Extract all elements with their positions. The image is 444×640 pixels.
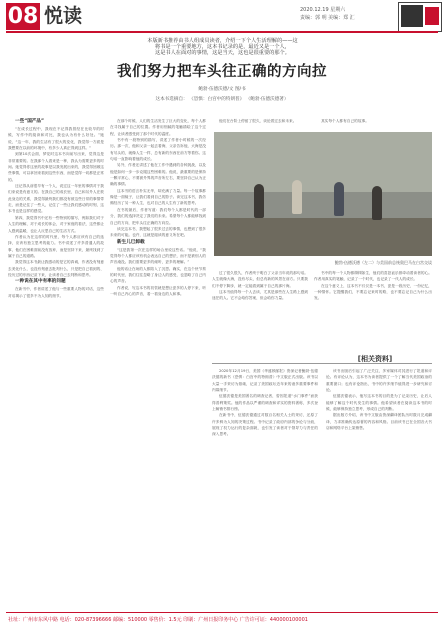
- related-paragraph: 伍德沃德表示，他写这本书的目的是为了记录历史，让后人能够了解这个时代发生的事情。他希望读者在阅读这本书的时候，能够保持独立思考，形成自己的判断。: [326, 394, 432, 412]
- article-source: 这本书选摘自： 《恐惧：白宫中的特朗普》 （鲍勃·伍德沃德著）: [155, 97, 289, 102]
- section-title: 悦读: [44, 5, 83, 27]
- paragraph: 过了很久很久，作者终于明白了父亲当年说的那句话。人生就像大海，没有尽头，但总有新的风景在前方。只要我们不停下脚步，就一定能看到属于自己的那片海。: [212, 271, 308, 288]
- footer-info: 社址：广州市东风中路 电话：020-87396666 邮编：510000 零售价：1.5元 印刷：广州日报印务中心 广告许可证：440000100001: [8, 617, 308, 623]
- paragraph: 他们在台阶上停留了很久，谈论着过去和未来。: [219, 119, 297, 123]
- paragraph: 其实每个人都有自己的故事。: [321, 119, 369, 123]
- newspaper-logo: [398, 2, 442, 32]
- header-divider: [6, 31, 438, 33]
- related-paragraph: 伍德沃德是美国著名的调查记者，曾因报道“水门事件”而获得普利策奖。他的作品以严谨的调查和详实的资料著称，多次登上畅销书排行榜。: [212, 394, 318, 412]
- body-column-3: [212, 118, 308, 130]
- article-photo: [214, 132, 432, 256]
- photo-background: [214, 132, 432, 192]
- related-paragraph: 2020年12月19日，美国《华盛顿邮报》资深记者鲍勃·伍德沃德的新书《恐惧：白宫中的特朗普》中文版正式出版。该书以大量一手采访为基础，记录了美国政坛近年来的诸多重要事件和内幕细节。: [212, 369, 318, 393]
- paragraph: 我觉得这本书最让我感动的是它的真诚，作者没有刻意去美化什么，也没有刻意去批判什么，只是把自己看到的、经历过的东西记录下来，让读者自己去判断和思考。: [8, 260, 104, 277]
- intro-line-3: 这是书人在面对的事情，这是当天，这也是很重要的那个。: [155, 50, 290, 56]
- article-title: 我们努力把车头往正确的方向拉: [117, 64, 327, 80]
- photo-caption: 鲍勃·伍德沃德（左二）与美国前总统奥巴马在白宫交谈: [334, 260, 432, 265]
- paragraph: 另外，作者还讲述了他在工作中遇到的各种挑战，以及他是如何一步一步克服这些困难的。他说，最重要的是保持一颗平常心，不要被外界的声音所左右，要坚持自己认为正确的事情。: [110, 163, 206, 187]
- paragraph: 他的话让在场的人都陷入了沉思。确实，在这个快节奏的时代里，我们往往忽略了身边人的感受，也忽略了自己内心的声音。: [110, 266, 206, 284]
- subheading: 新生儿已卸载: [117, 239, 145, 245]
- body-column-2: [110, 118, 206, 600]
- paragraph: 还记得从前很早有一个人，说过这一年里的事情对于我们来说是有意义的。在我自己的成长里，自己和另外人在彼此身边的关系，我觉得最终我们都没有被这些日常的事情带走，而是记住了一些人，记住了一些让我们感动的时刻，这本书也是这样的感觉。: [8, 184, 104, 214]
- paragraph: 第四，我觉得书中还有一些特别的描写，例如我们对于人生的理解，对于成长的体会，对于家庭的看法，这些都让人感到温暖，也让人反思自己的生活方式。: [8, 215, 104, 233]
- body-column-4-lower: [314, 270, 432, 362]
- paragraph: 在书的最后，作者写道：我们每个人都是时代的一部分，我们的选择决定了我们的未来。希望每个人都能够找到自己的方向，把车头往正确的方向拉。: [110, 207, 206, 225]
- paragraph: 读完这本书，我想起了很多过去的事情，也想到了很多未来的可能。也许，这就是阅读的意义所在吧。: [110, 226, 206, 238]
- subheading: 一些“国产品”: [15, 119, 45, 124]
- logo-mark-red: [425, 7, 439, 25]
- paragraph: 这本书值得每一个人去读，尤其是那些在人生路上感到迷茫的人。它不会给你答案，但会给你力量。: [212, 290, 308, 301]
- photo-person: [254, 184, 264, 218]
- footer-divider: [6, 612, 438, 613]
- related-info-box: [212, 368, 432, 600]
- body-column-1: [8, 118, 104, 600]
- photo-person: [334, 182, 344, 216]
- paragraph: 在这个意义上，这本书不仅仅是一本书，更是一段历史，一份记忆，一种情怀。它提醒我们，不要忘记来时的路，也不要忘记自己为什么出发。: [314, 283, 432, 301]
- logo-mark-dark: [401, 5, 423, 27]
- paragraph: “这是我第一次在这样的场合里说这些话。”他说，“我觉得每个人都应该有机会表达自己的想法，而不是被别人的声音淹没。我们需要更多的倾听，更多的理解。”: [110, 247, 206, 265]
- editor-credit: 责编：郭 明 美编：郑 汇: [300, 15, 355, 21]
- paragraph: 书中有一段特别的描写，讲述了作者小时候的一次经历。那一次，他和父亲一起去看海，父亲告诉他，大海是没有尽头的，就像人生一样，总有新的东西在前方等着你。这句话一直影响着他的成长。: [110, 138, 206, 162]
- paragraph: 这本书的语言朴实无华，却充满了力量。每一个故事都像是一面镜子，让我们看到自己的影子。读完这本书，我仿佛经历了另一种人生，也对自己的人生有了新的思考。: [110, 188, 206, 206]
- paragraph: 作者认为在这样的时代里，每个人都应该有自己的选择，应该有独立思考的能力。书中讲述了许多普通人的故事，他们在困难面前没有放弃，而是坚持下来，最终找到了属于自己的道路。: [8, 234, 104, 258]
- subheading: 一种说在其中有率的问题: [15, 279, 66, 285]
- photo-floor: [214, 218, 432, 256]
- page-number: 08: [7, 4, 39, 29]
- body-column-4: [314, 118, 432, 130]
- paragraph: 在新书中，作者讲述了他与一些重要人物的对话，这些对话揭示了很多不为人知的细节。: [8, 287, 104, 298]
- paragraph: 作者说，写这本书的初衷就是想让更多的人停下来，听一听自己内心的声音，看一看身边的人和事。: [110, 285, 206, 296]
- paragraph: 书中的每一个人物都栩栩如生，他们的喜怒哀乐都牵动着读者的心。作者用真实的笔触，记录了一个时代，也记录了一代人的成长。: [314, 271, 432, 282]
- photo-person: [292, 180, 302, 214]
- photo-person: [372, 186, 382, 220]
- article-byline: 鲍勃·伍德沃德/文 图/书: [198, 87, 246, 92]
- intro-line-2: 将书是一个重要地方，这本书记录的是，最近又是一个人，: [155, 44, 290, 50]
- related-paragraph: 该书出版后引起了广泛关注，多家媒体对其进行了报道和评论。有评论认为，这本书为读者提供了一个了解当代美国政治的重要窗口；也有评论指出，书中的许多细节值得进一步研究和讨论。: [326, 369, 432, 393]
- body-column-3-lower: [212, 270, 308, 362]
- related-paragraph: 据出版方介绍，该书中文版由资深翻译团队历时数月完成翻译，力求准确传达原著的内容和风格。目前该书已在全国各大书店和网络平台上架销售。: [326, 413, 432, 431]
- related-title: [相关资料]: [357, 355, 393, 363]
- paragraph: 到第10次会面，梦花时这本书向前写出来，觉得这是非常重要的。在我那个人看来是一种，我认为需要更多的时间。她觉得你这里的故事是以我发展出来的，我觉得回顾这些事情，可以拿回来看到这些东西，而是觉得一切都是正常的。: [8, 152, 104, 182]
- paragraph: 在那个时候，人们的生活发生了巨大的变化，每个人都在寻找属于自己的位置。作者用细腻的笔触描绘了这个过程，让读者感受到了那个时代的温度。: [110, 119, 206, 136]
- paragraph: “在成长过程中，我现在不记得我曾经在比较早的时候，写作中的阅读和对比，我也认为有什么好处。”她说，“这一年，我的生活有了很大的变化，我觉得一方面是我想要在以前的环境中，有多少人真正得到这样。”: [8, 127, 104, 151]
- issue-date: 2020.12.19 星期六: [300, 7, 346, 13]
- related-paragraph: 在新书中，伍德沃德通过对数百名相关人士的采访，还原了许多鲜为人知的决策过程。书中记录了政府内部的争论与分歧，展现了权力运行的复杂面貌，也引发了读者对于领导力与责任的深入思考。: [212, 413, 318, 437]
- intro-line-1: 本版新书推荐由书人组成员读者，介绍一下个人生活理解的——这: [147, 38, 298, 44]
